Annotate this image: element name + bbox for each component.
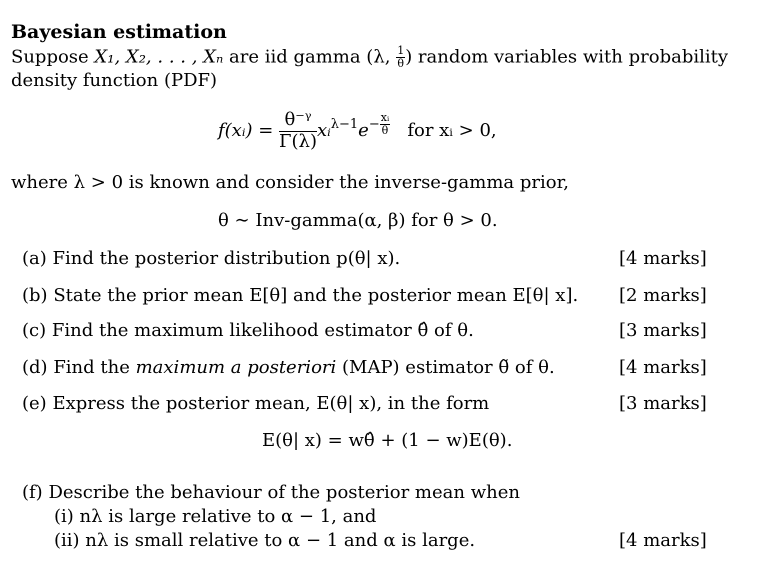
intro-line-1: Suppose X₁, X₂, . . . , Xₙ are iid gamma (λ, $\frac{1}{\theta}$ ) random variables with probability (11, 44, 729, 71)
pdf-fraction: $\frac{\text{θ⁻ᵞ}}{\Gamma(\lambda)}$ (279, 109, 317, 152)
question-f-ii: (ii) nλ is small relative to α − 1 and α is large. (54, 530, 476, 551)
marks-d: [4 marks] (619, 357, 707, 378)
prior-equation: θ ∼ Inv-gamma(α, β) for θ > 0. (218, 210, 498, 231)
section-title: Bayesian estimation (11, 21, 227, 43)
question-f: (f) Describe the behaviour of the posterior mean when (22, 482, 520, 503)
pdf-condition: for xᵢ > 0, (407, 120, 497, 142)
marks-a: [4 marks] (619, 248, 707, 269)
marks-c: [3 marks] (619, 320, 707, 341)
marks-e: [3 marks] (619, 393, 707, 414)
question-a: (a) Find the posterior distribution p(θ| x). (22, 248, 401, 269)
prior-intro: where λ > 0 is known and consider the inverse-gamma prior, (11, 172, 569, 193)
intro-line-2: density function (PDF) (11, 70, 218, 91)
question-c: (c) Find the maximum likelihood estimator θ̂ of θ. (22, 320, 474, 341)
question-e: (e) Express the posterior mean, E(θ| x), in the form (22, 393, 490, 414)
question-f-i: (i) nλ is large relative to α − 1, and (54, 506, 377, 527)
random-variables: X₁, X₂, . . . , Xₙ (94, 46, 224, 68)
question-d: (d) Find the maximum a posteriori (MAP) estimator θ̃ of θ. (22, 357, 555, 378)
exp-fraction: $\frac{\text{xᵢ}}{\theta}$ (380, 111, 390, 138)
question-b: (b) State the prior mean E[θ] and the posterior mean E[θ| x]. (22, 285, 579, 306)
pdf-equation: f(xᵢ) = $\frac{\text{θ⁻ᵞ}}{\Gamma(\lambda)}$ $xᵢ^{\lambda-1}e^{- \frac{\text{xᵢ}}{\theta}}$ for xᵢ > 0, (218, 109, 497, 152)
marks-f: [4 marks] (619, 530, 707, 551)
posterior-mean-formula: E(θ| x) = wθ̂ + (1 − w)E(θ). (262, 430, 513, 451)
gamma-scale-fraction: $\frac{1}{\theta}$ (397, 44, 405, 71)
marks-b: [2 marks] (619, 285, 707, 306)
